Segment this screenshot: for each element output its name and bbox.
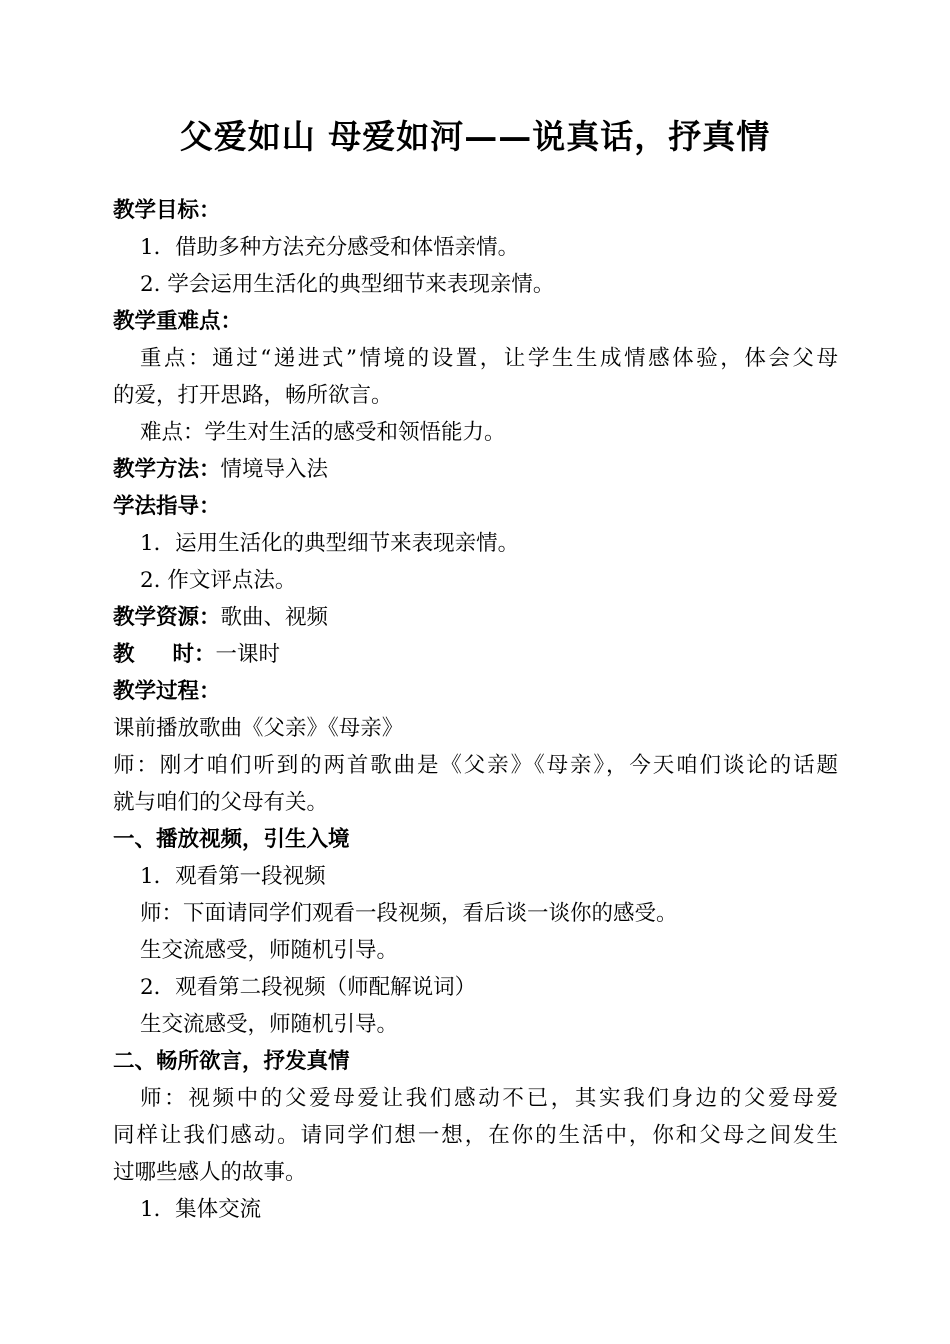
part1-line-1: 1．观看第一段视频: [140, 864, 326, 889]
time-row: [113, 636, 838, 673]
part2-para-line-2: 同样让我们感动。请同学们想一想，在你的生活中，你和父母之间发生: [113, 1123, 838, 1148]
goal-item-1: 1．借助多种方法充分感受和体悟亲情。: [140, 235, 520, 260]
keypoint-difficulty: 难点：学生对生活的感受和领悟能力。: [140, 420, 506, 445]
part2-para-line-3: 过哪些感人的故事。: [113, 1160, 307, 1185]
part1-line-5: 生交流感受，师随机引导。: [140, 1012, 399, 1037]
process-teacher-line-2: 就与咱们的父母有关。: [113, 790, 329, 815]
study-item-1: 1．运用生活化的典型细节来表现亲情。: [140, 531, 520, 556]
time-heading-a: 教: [113, 642, 135, 667]
process-heading: 教学过程：: [113, 679, 221, 704]
goal-item-2: 2. 学会运用生活化的典型细节来表现亲情。: [140, 272, 555, 297]
resources-row: [113, 599, 838, 636]
part1-line-3: 生交流感受，师随机引导。: [140, 938, 399, 963]
study-heading: 学法指导：: [113, 494, 221, 519]
keypoint-key-line-1: 重点：通过“递进式”情境的设置，让学生生成情感体验，体会父母: [140, 346, 838, 371]
time-heading-b: 时：: [172, 642, 216, 667]
process-teacher-line-1: 师：刚才咱们听到的两首歌曲是《父亲》《母亲》，今天咱们谈论的话题: [113, 753, 838, 778]
keypoints-heading: 教学重难点：: [113, 309, 243, 334]
part2-para-line-1: 师：视频中的父爱母爱让我们感动不已，其实我们身边的父爱母爱: [140, 1086, 838, 1111]
method-value: 情境导入法: [220, 457, 329, 482]
resources-heading: 教学资源：: [113, 605, 221, 630]
part2-item-1: 1．集体交流: [140, 1197, 262, 1222]
study-item-2: 2. 作文评点法。: [140, 568, 297, 593]
part1-line-4: 2．观看第二段视频（师配解说词）: [140, 975, 477, 1000]
part1-heading: 一、播放视频，引生入境: [113, 827, 350, 852]
method-row: [113, 451, 838, 488]
goals-heading: 教学目标：: [113, 198, 221, 223]
part2-heading: 二、畅所欲言，抒发真情: [113, 1049, 350, 1074]
time-value: 一课时: [215, 642, 281, 667]
process-intro: 课前播放歌曲《父亲》《母亲》: [113, 716, 404, 741]
keypoint-key-line-2: 的爱，打开思路，畅所欲言。: [113, 383, 393, 408]
part1-line-2: 师：下面请同学们观看一段视频，看后谈一谈你的感受。: [140, 901, 678, 926]
document-title: 父爱如山 母爱如河——说真话，抒真情: [179, 117, 771, 156]
method-heading: 教学方法：: [113, 457, 221, 482]
resources-value: 歌曲、视频: [220, 605, 329, 630]
